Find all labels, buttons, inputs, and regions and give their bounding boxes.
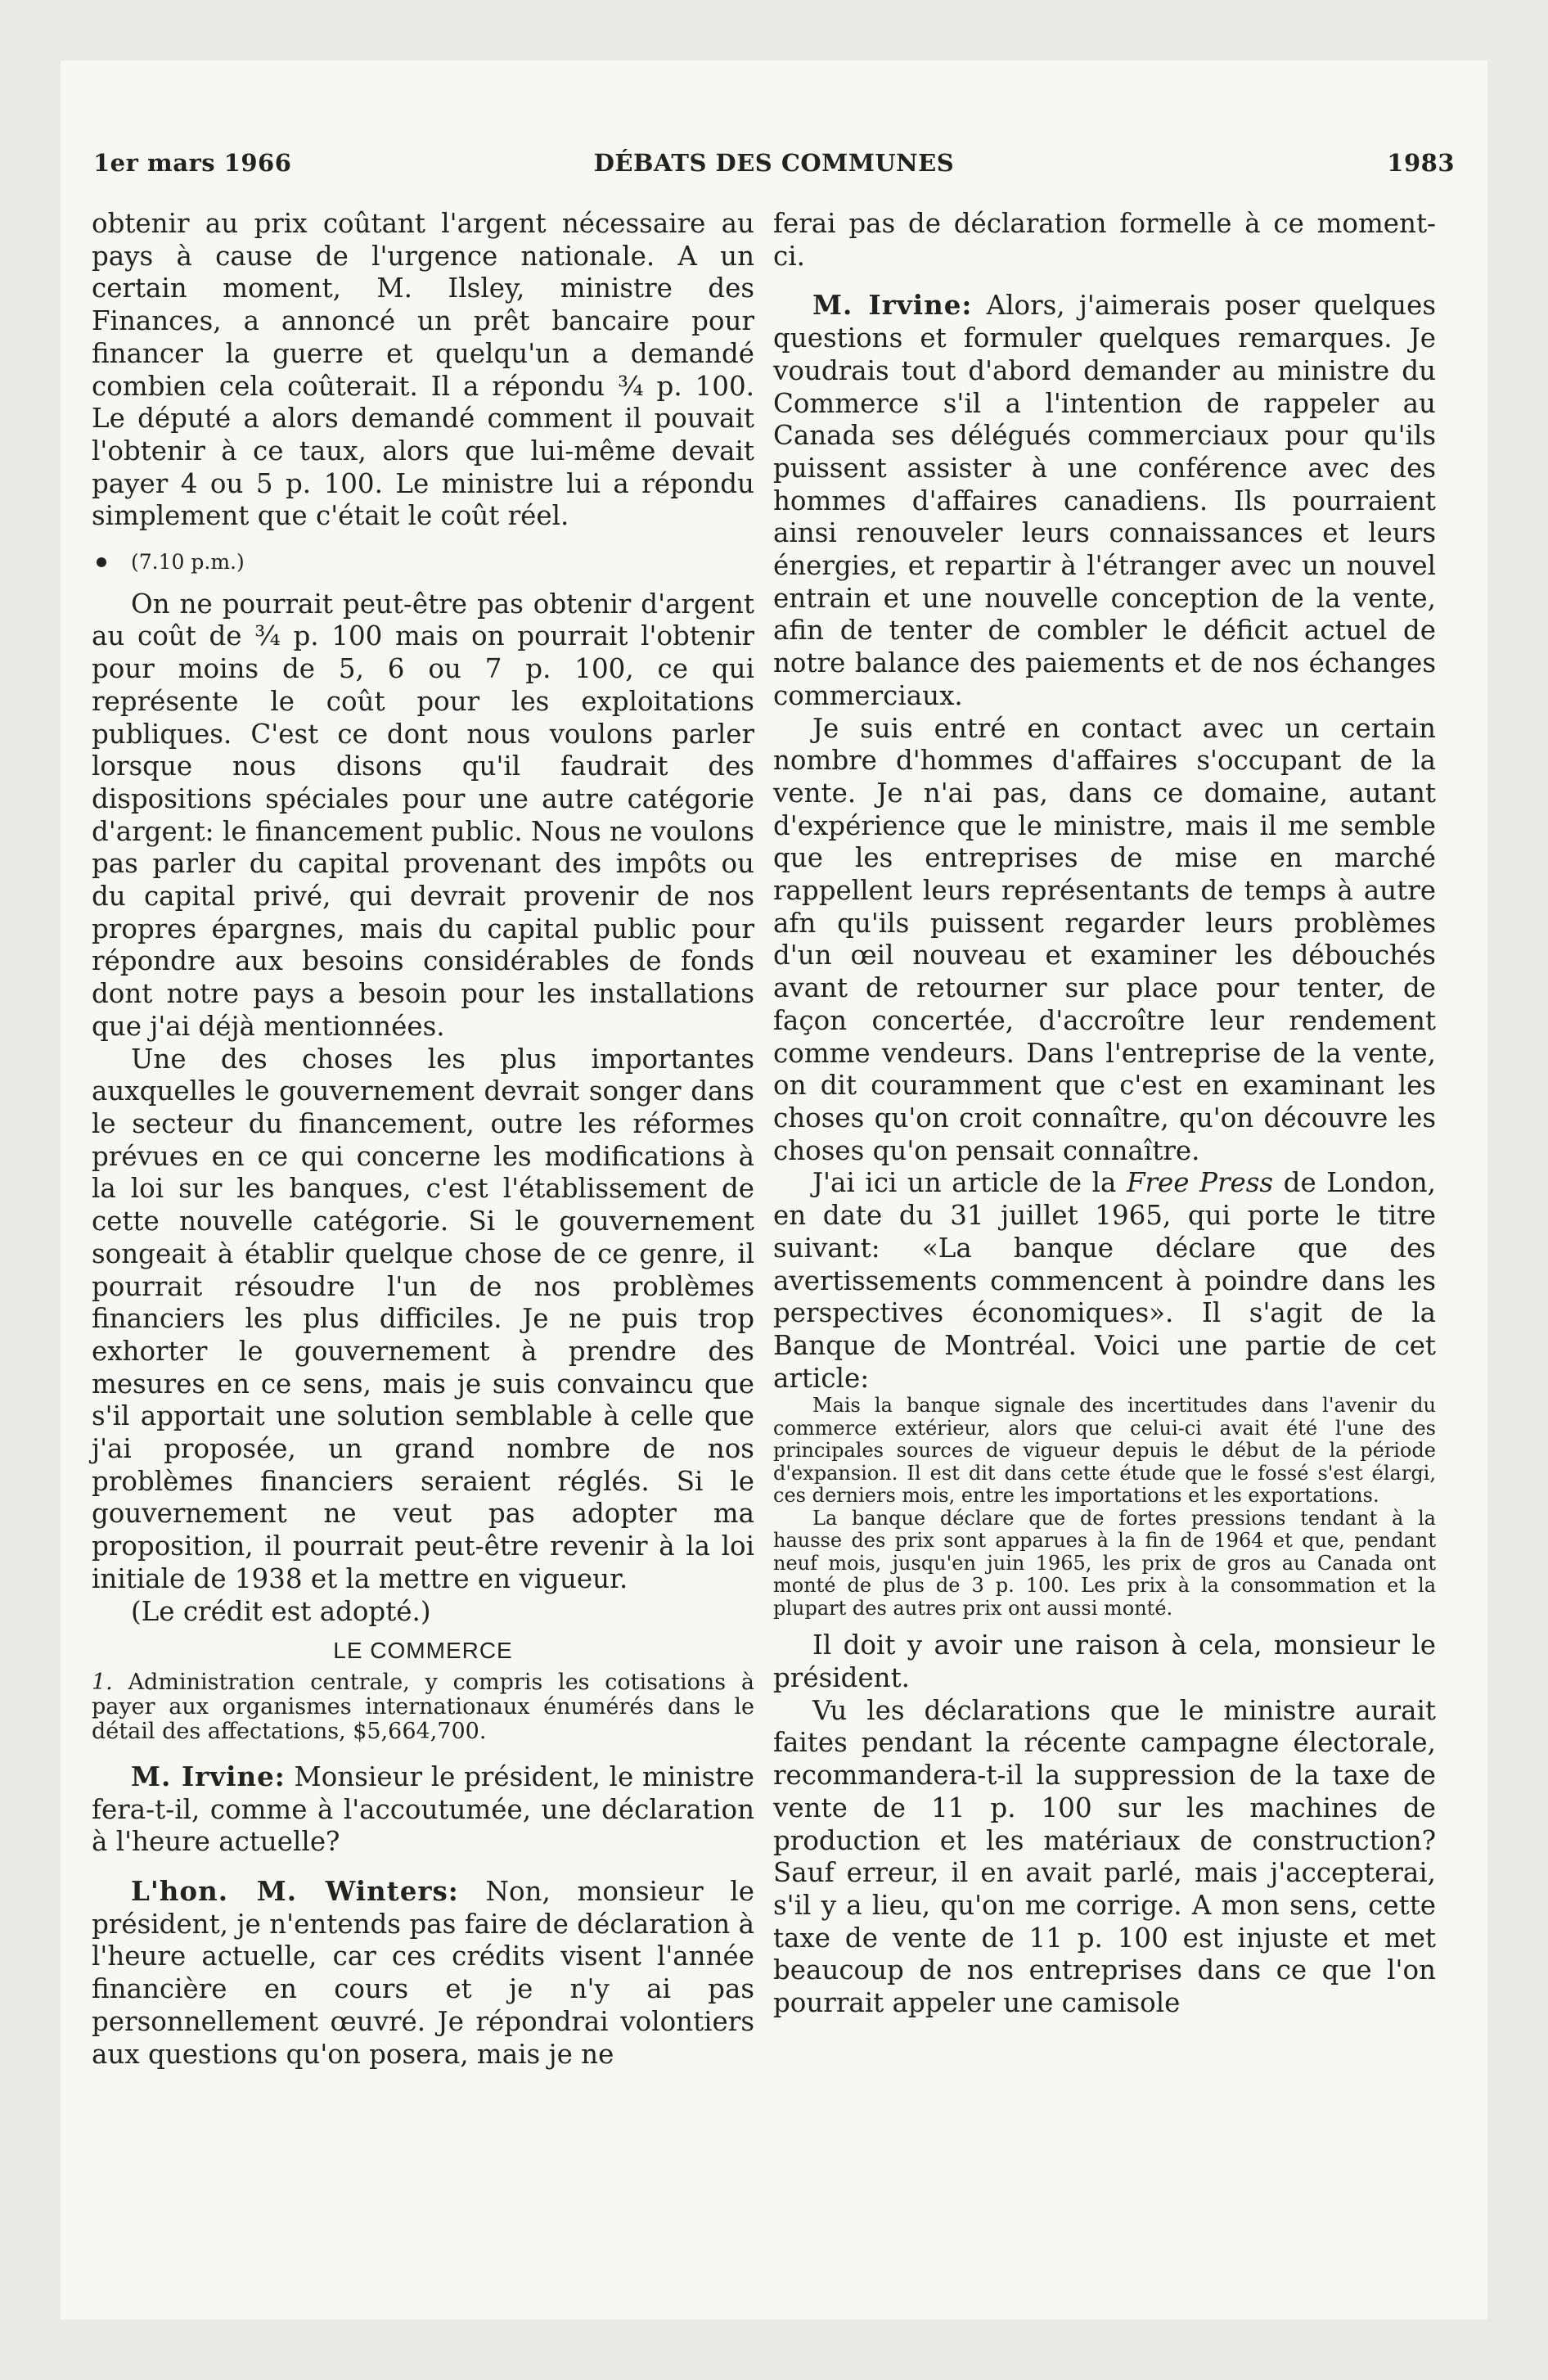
item-number: 1. — [92, 1669, 113, 1695]
left-paragraph-2: On ne pourrait peut-être pas obtenir d'argent au coût de ¾ p. 100 mais on pourrait l'obtenir pour moins de 5, 6 ou 7 p. 100, ce qui représente le coût pour les exploitations publiques. C'est ce dont nous voulons parler lorsque nous disons qu'il faudrait des dispositions spéciales pour une autre catégorie d'argent: le financement public. Nous ne voulons pas parler du capital provenant des impôts ou du capital privé, qui devrait provenir de nos propres épargnes, mais du capital public pour répondre aux besoins considérables de fonds dont notre pays a besoin pour les installations que j'ai déjà mentionnées. — [92, 588, 754, 1042]
speech-text: Alors, j'aimerais poser quelques questions et formuler quelques remarques. Je voudrais tout d'abord demander au ministre du Commerce s'il a l'intention de rappeler au Canada ses délégués commerciaux pour qu'ils puissent assister à une conférence avec des hommes d'affaires canadiens. Ils pourraient ainsi renouveler leurs connaissances et leurs énergies, et repartir à l'étranger avec un nouvel entrain et une nouvelle conception de la vente, afin de tenter de combler le déficit actuel de notre balance des paiements et de nos échanges commerciaux. — [773, 290, 1436, 711]
left-column — [92, 208, 754, 2071]
newspaper-title: Free Press — [1126, 1167, 1274, 1199]
bullet-icon — [97, 557, 106, 567]
quote-1: Mais la banque signale des incertitudes dans l'avenir du commerce extérieur, alors que celui-ci avait été l'une des principales sources de vigueur depuis le début de la période d'expansion. Il est dit dans cette étude que le fossé s'est élargi, ces derniers mois, entre les importations et les exportations. — [773, 1394, 1436, 1508]
right-paragraph-5: Vu les déclarations que le ministre aurait faites pendant la récente campagne électorale, recommandera-t-il la suppression de la taxe de vente de 11 p. 100 sur les machines de production et les matériaux de construction? Sauf erreur, il en avait parlé, mais j'accepterai, s'il y a lieu, qu'on me corrige. A mon sens, cette taxe de vente de 11 p. 100 est injuste et met beaucoup de nos entreprises dans ce que l'on pourrait appeler une camisole — [773, 1694, 1436, 2019]
header-title: DÉBATS DES COMMUNES — [593, 149, 955, 177]
quote-2: La banque déclare que de fortes pressions tendant à la hausse des prix sont apparues à la fin de 1964 et que, pendant neuf mois, jusqu'en juin 1965, les prix de gros au Canada ont monté de plus de 3 p. 100. Les prix à la consommation et la plupart des autres prix ont aussi monté. — [773, 1506, 1436, 1620]
right-paragraph-1: ferai pas de déclaration formelle à ce moment-ci. — [773, 208, 1436, 272]
paragraph-text: J'ai ici un article de la — [812, 1167, 1117, 1199]
speaker-name: L'hon. M. Winters: — [131, 1875, 459, 1908]
time-stamp: (7.10 p.m.) — [131, 550, 245, 575]
right-paragraph-3 — [773, 1167, 1436, 1395]
header-date: 1er mars 1966 — [93, 149, 292, 177]
time-marker — [92, 546, 754, 579]
section-heading: LE COMMERCE — [333, 1638, 513, 1664]
left-paragraph-3: Une des choses les plus importantes auxquelles le gouvernement devrait songer dans le secteur du financement, outre les réformes prévues en ce qui concerne les modifications à la loi sur les banques, c'est l'établissement de cette nouvelle catégorie. Si le gouvernement songeait à établir quelque chose de ce genre, il pourrait résoudre l'un de nos problèmes financiers les plus difficiles. Je ne puis trop exhorter le gouvernement à prendre des mesures en ce sens, mais je suis convaincu que s'il apportait une solution semblable à celle que j'ai proposée, un grand nombre de nos problèmes financiers seraient réglés. Si le gouvernement ne veut pas adopter ma proposition, il pourrait peut-être revenir à la loi initiale de 1938 et la mettre en vigueur. — [92, 1043, 754, 1594]
speaker-name: M. Irvine: — [131, 1760, 286, 1792]
left-paragraph-1: obtenir au prix coûtant l'argent nécessaire au pays à cause de l'urgence nationale. A un certain moment, M. Ilsley, ministre des Finances, a annoncé un prêt bancaire pour financer la guerre et quelqu'un a demandé combien cela coûterait. Il a répondu ¾ p. 100. Le député a alors demandé comment il pouvait l'obtenir à ce taux, alors que lui-même devait payer 4 ou 5 p. 100. Le ministre lui a répondu simplement que c'était le coût réel. — [92, 208, 754, 532]
speech-text: Monsieur le président, le ministre fera-t-il, comme à l'accoutumée, une déclaration à l'heure actuelle? — [92, 1760, 754, 1858]
item-text: Administration centrale, y compris les cotisations à payer aux organismes internationaux énumérés dans le détail des affectations, $5,664,700. — [92, 1669, 754, 1744]
speech-winters — [92, 1875, 754, 2071]
right-paragraph-2: Je suis entré en contact avec un certain nombre d'hommes d'affaires s'occupant de la vente. Je n'ai pas, dans ce domaine, autant d'expérience que le ministre, mais il me semble que les entreprises de mise en marché rappellent leurs représentants de temps à autre afn qu'ils puissent regarder leurs problèmes d'un œil nouveau et examiner les débouchés avant de retourner sur place pour tenter, de façon concertée, d'accroître leur rendement comme vendeurs. Dans l'entreprise de la vente, on dit couramment que c'est en examinant les choses qu'on croit connaître, qu'on découvre les choses qu'on pensait connaître. — [773, 712, 1436, 1166]
right-paragraph-4: Il doit y avoir une raison à cela, monsieur le président. — [773, 1629, 1436, 1694]
speech-irvine-1 — [92, 1760, 754, 1859]
estimate-item — [92, 1670, 754, 1744]
speech-irvine-2 — [773, 289, 1436, 712]
header-page-number: 1983 — [1387, 149, 1455, 177]
vote-adopted: (Le crédit est adopté.) — [131, 1595, 431, 1627]
speaker-name: M. Irvine: — [812, 289, 973, 322]
page-header — [93, 149, 1455, 185]
right-column — [773, 208, 1436, 2020]
speech-text: Non, monsieur le président, je n'entends pas faire de déclaration à l'heure actuelle, car ces crédits visent l'année financière en cours et je n'y ai pas personnellement œuvré. Je répondrai volontiers aux questions qu'on posera, mais je ne — [92, 1876, 754, 2070]
paragraph-text: de London, en date du 31 juillet 1965, qui porte le titre suivant: «La banque déclare que des avertissements commencent à poindre dans les perspectives économiques». Il s'agit de la Banque de Montréal. Voici une partie de cet article: — [773, 1167, 1436, 1394]
